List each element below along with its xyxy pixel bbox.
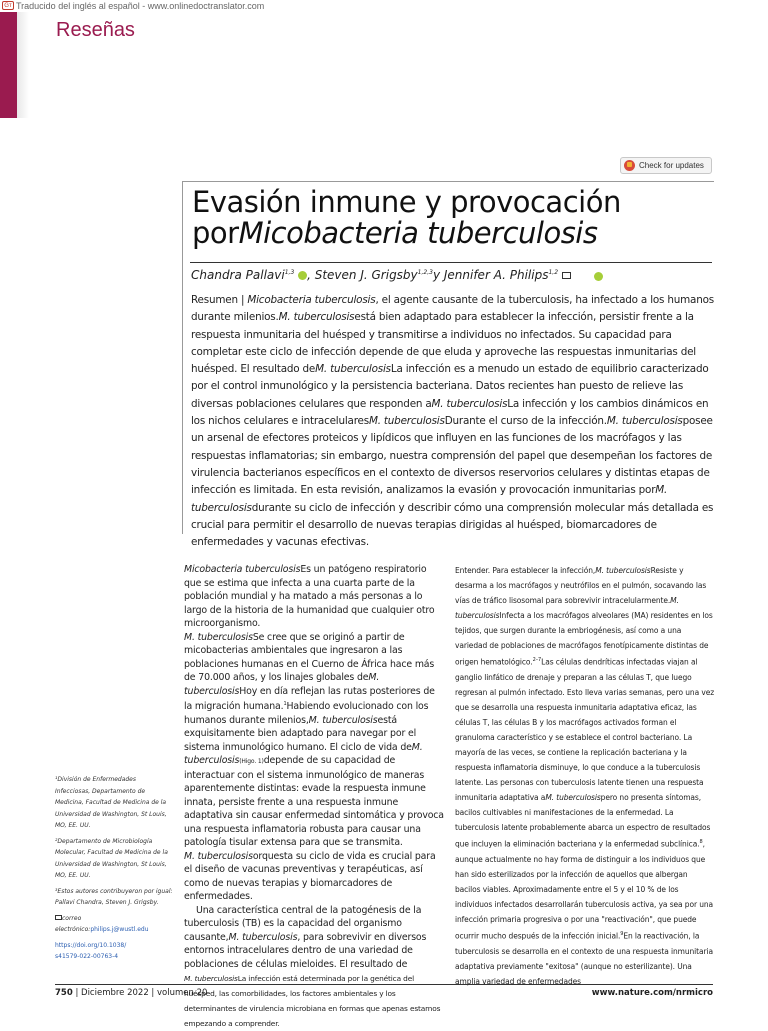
title-line-1: Evasión inmune y provocación: [192, 185, 621, 219]
body-paragraph: [184, 904, 444, 972]
section-label: Reseñas: [56, 19, 135, 41]
body-text: M. tuberculosis: [184, 631, 253, 643]
doi-link[interactable]: [55, 940, 173, 963]
body-text: Hoy en día reflejan las rutas posteriores de la migración humana.: [184, 685, 435, 713]
journal-url[interactable]: www.nature.com/nrmicro: [591, 988, 713, 998]
author-1[interactable]: Chandra Pallavi: [191, 268, 285, 282]
body-text: pero no presenta síntomas, bacilos cultivables ni manifestaciones de la enfermedad. La tuberculosis latente probablemente abarca un espectro de resultados que incluyen la eliminación bacteriana y la enfermedad subclínica.: [455, 793, 711, 849]
affiliation-1: ¹División de Enfermedades Infecciosas, Departamento de Medicina, Facultad de Medicina de la Universidad de Washington, St Louis, MO, EE. UU.: [55, 776, 167, 829]
email-label: correo electrónico:: [55, 914, 91, 933]
title-organism: Micobacteria tuberculosis: [238, 216, 598, 250]
correspondence: [55, 913, 173, 936]
title-line-2: [192, 218, 712, 249]
section-color-strip: [0, 12, 17, 118]
body-text: Es un patógeno respiratorio que se estima que infecta a una cuarta parte de la población mundial y ha matado a más personas a lo largo de la historia de la humanidad que cualquier otro microorganismo.: [184, 564, 435, 629]
email-link[interactable]: philips.j@wustl.edu: [90, 926, 149, 933]
body-column-right: [455, 563, 715, 989]
body-text: , para sobrevivir en diversos entornos intracelulares dentro de una variedad de poblaciones de células mieloides. El resultado de: [184, 931, 427, 970]
author-3-prefix: y J: [432, 268, 448, 282]
email-icon: [55, 915, 62, 920]
body-paragraph: [455, 563, 715, 989]
orcid-icon[interactable]: [594, 272, 603, 281]
abstract: [191, 292, 715, 551]
footer-page-info: [55, 988, 207, 998]
translator-logo-icon: Gт: [2, 1, 14, 10]
body-text: Infecta a los macrófagos alveolares (MA) residentes en los tejidos, que surgen durante la embriogénesis, así como a una variedad de poblaciones de macrófagos fenotípicamente distintas de origen hematológico.: [455, 611, 713, 667]
abstract-heading: Resumen |: [191, 294, 248, 306]
body-text: Resiste y desarma a los macrófagos y neutrófilos en el pulmón, socavando las vías de tráfico lisosomal para sobrevivir intracelularmente.: [455, 566, 707, 606]
body-paragraph: [184, 850, 444, 904]
body-text: , aunque actualmente no hay forma de distinguir a los individuos que han sido esterilizados por la infección de aquellos que albergan bacilos viables. Aproximadamente entre el 5 y el 10 % de los individuos infectados desarrollarán tuberculosis activa, ya sea por una infección primaria progresiva o por una "reactivación", que puede ocurrir mucho después de la infección inicial.: [455, 839, 714, 941]
body-text: M. tuberculosis: [228, 931, 298, 943]
body-text: está exquisitamente bien adaptado para navegar por el sistema inmunológico humano. El ciclo de vida de: [184, 714, 417, 753]
abstract-text: durante su ciclo de infección y describir cómo una comprensión molecular más detallada es crucial para permitir el desarrollo de nuevas terapias dirigidas al huésped, biomarcadores de enfermedades y vacunas efectivas.: [191, 501, 714, 549]
affiliations: [55, 774, 173, 963]
equal-contribution-note: ³Estos autores contribuyeron por igual: Pallavi Chandra, Steven J. Grigsby.: [55, 887, 173, 906]
abstract-text: M. tuberculosis: [315, 363, 391, 376]
page-number: 750: [55, 988, 73, 998]
article-title: [192, 187, 712, 249]
translation-banner[interactable]: [0, 0, 264, 11]
citation-ref[interactable]: 8: [699, 839, 703, 846]
body-text: En la reactivación, la tuberculosis se desarrolla en el contexto de una respuesta inmunitaria adaptativa previamente "exitosa" (aunque no esterilizante). Una amplia variedad de enfermedades: [455, 931, 713, 986]
check-updates-icon: [624, 160, 635, 171]
email-icon[interactable]: [562, 272, 571, 279]
body-text: Entender. Para establecer la infección,: [455, 566, 596, 575]
affiliation-2: ²Departamento de Microbiología Molecular, Facultad de Medicina de la Universidad de Washington, St Louis, MO, EE. UU.: [55, 837, 168, 879]
abstract-text: está bien adaptado para establecer la infección, persistir frente a la respuesta inmunitaria del huésped y transmitirse a individuos no infectados. Su capacidad para completar este ciclo de infección depende de que eluda y aproveche las respuestas inmunitarias del huésped. El resultado de: [191, 311, 696, 376]
abstract-text: M. tuberculosis: [191, 484, 668, 514]
abstract-text: M. tuberculosis: [368, 415, 445, 428]
author-3[interactable]: ennifer A. Philips: [447, 268, 549, 282]
body-paragraph: [184, 631, 444, 850]
body-text: M. tuberculosis: [184, 672, 380, 697]
body-text: M. tuberculosis: [595, 566, 651, 575]
body-text: M. tuberculosis: [184, 850, 253, 862]
section-strip-shadow: [17, 12, 29, 118]
body-text: M. tuberculosis: [545, 793, 601, 803]
author-3-affil: 1,2: [548, 269, 559, 276]
body-text: orquesta su ciclo de vida es crucial para el diseño de vacunas preventivas y terapéuticas, así como de nuevas terapias y biomarcadores de enfermedades.: [184, 850, 436, 903]
abstract-text: M. tuberculosis: [431, 397, 508, 410]
doi-link-part[interactable]: s41579-022-00763-4: [55, 953, 119, 960]
author-list: [191, 268, 711, 282]
body-column-left: [184, 563, 444, 1031]
footer-divider: [55, 984, 713, 985]
figure-ref-link[interactable]: (Higo. 1): [239, 758, 264, 766]
check-updates-label: Check for updates: [639, 161, 704, 170]
citation-ref[interactable]: 9: [620, 931, 624, 938]
body-paragraph: [184, 563, 444, 631]
abstract-text: Durante el curso de la infección.: [444, 415, 607, 428]
abstract-text: La infección y los cambios dinámicos en los nichos celulares e intracelulares: [191, 397, 709, 428]
abstract-text: , el agente causante de la tuberculosis, ha infectado a los humanos durante milenios.: [191, 294, 714, 324]
body-text: Se cree que se originó a partir de micobacterias ambientales que ingresaron a las poblaciones humanas en el Cuerno de África hace más de 70.000 años, y los linajes globales de: [184, 631, 435, 683]
abstract-text: M. tuberculosis: [606, 415, 683, 428]
citation-ref[interactable]: 1: [283, 701, 287, 707]
doi-link-part[interactable]: https://doi.org/10.1038/: [55, 941, 127, 949]
author-2-affil: 1,2,3: [417, 269, 433, 276]
abstract-text: posee un arsenal de efectores proteicos y lipídicos que influyen en las funciones de los macrófagos y las respuestas inflamatorias; sin embargo, nuestra comprensión del papel que desempeñan los factores de virulencia bacterianos específicos en el contexto de diversos reservorios celulares y distintas etapas de infección es limitada. En esta revisión, analizamos la evasión y provocación inmunitarias por: [191, 415, 713, 497]
body-text: M. tuberculosis: [184, 974, 238, 984]
abstract-text: Micobacteria tuberculosis: [247, 294, 376, 306]
author-1-affil: 1,3: [284, 269, 295, 276]
body-text: M. tuberculosis: [308, 714, 378, 726]
body-text: Una característica central de la patogénesis de la tuberculosis (TB) es la capacidad del organismo causante,: [184, 904, 422, 943]
abstract-text: La infección es a menudo un estado de equilibrio caracterizado por el control inmunológico y la persistencia bacteriana. Datos recientes han puesto de relieve las diversas poblaciones celulares que responden a: [191, 363, 709, 410]
body-text: Las células dendríticas infectadas viajan al ganglio linfático de drenaje y preparan a las células T, que luego regresan al pulmón infectado. Esto lleva varias semanas, pero una vez que se desarrolla una respuesta inmunitaria adaptativa eficaz, las células T, las células B y los macrófagos activados forman el granuloma característico y se establece el control bacteriano. La mayoría de las veces, se contiene la replicación bacteriana y la respuesta inflamatoria disminuye, lo que conduce a la tuberculosis latente. Las personas con tuberculosis latente tienen una respuesta inmunitaria adaptativa a: [455, 657, 715, 803]
title-prefix: por: [192, 216, 239, 250]
body-text: Micobacteria tuberculosis: [184, 564, 301, 575]
body-text: depende de su capacidad de interactuar con el sistema inmunológico de maneras aparentemente distintas: evade la respuesta inmune innata, persiste frente a una respuesta inmune adaptativa sin causar enfermedad sintomática y provoca una respuesta inflamatoria robusta para causar una patología tisular extensa para que se transmita.: [184, 755, 444, 849]
body-text: La infección está determinada por la genética del huésped, las comorbilidades, los factores ambientales y los determinantes de virulencia microbiana en formas que apenas estamos empezando a comprender.: [184, 974, 441, 1029]
translation-notice[interactable]: Traducido del inglés al español - www.onlinedoctranslator.com: [16, 0, 265, 11]
body-paragraph: [184, 971, 444, 1031]
issue-info: | Diciembre 2022 | volumen 20: [72, 988, 208, 998]
author-2[interactable]: , Steven J. Grigsby: [307, 268, 418, 282]
check-for-updates-button[interactable]: [620, 157, 712, 174]
body-text: Habiendo evolucionado con los humanos durante milenios,: [184, 701, 429, 726]
abstract-text: M. tuberculosis: [278, 311, 355, 324]
title-divider: [190, 262, 712, 263]
citation-ref[interactable]: 2–7: [532, 657, 542, 664]
body-text: M. tuberculosis: [455, 596, 679, 621]
orcid-icon[interactable]: [298, 271, 307, 280]
body-text: M. tuberculosis: [184, 741, 423, 767]
